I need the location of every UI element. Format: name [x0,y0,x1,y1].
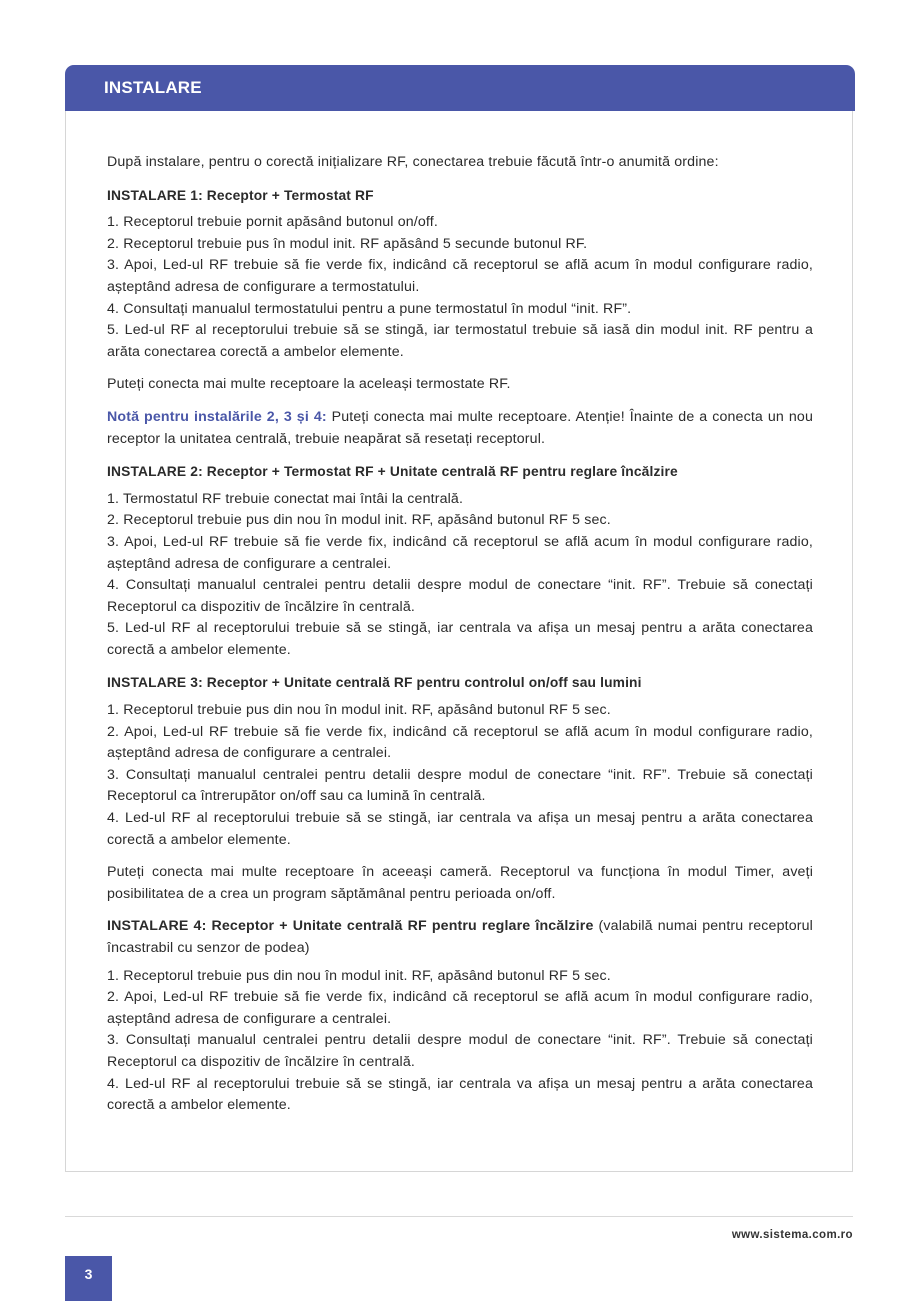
section-header [65,65,855,111]
install-4-step: 4. Led-ul RF al receptorului trebuie să se stingă, iar centrala va afișa un mesaj pentru a arăta conectarea corectă a ambelor elemente. [107,1075,813,1114]
install-1-step: 4. Consultați manualul termostatului pentru a pune termostatul în modul “init. RF”. [107,300,632,317]
install-3-step: 2. Apoi, Led-ul RF trebuie să fie verde fix, indicând că receptorul se află acum în modul configurare radio, așteptând adresa de configurare a centralei. [107,723,813,762]
install-4-step: 1. Receptorul trebuie pus din nou în modul init. RF, apăsând butonul RF 5 sec. [107,967,611,984]
same-room-note: Puteți conecta mai multe receptoare în aceeași cameră. Receptorul va funcționa în modul Timer, aveți posibilitatea de a crea un program săptămânal pentru perioada on/off. [107,864,813,902]
install-1-step: 2. Receptorul trebuie pus în modul init. RF apăsând 5 secunde butonul RF. [107,235,588,252]
multi-receiver-note: Puteți conecta mai multe receptoare la aceleași termostate RF. [107,376,511,393]
footer-website-link[interactable]: www.sistema.com.ro [731,1229,853,1241]
install-2-heading: INSTALARE 2: Receptor + Termostat RF + Unitate centrală RF pentru reglare încălzire [107,464,678,480]
install-3-step: 4. Led-ul RF al receptorului trebuie să se stingă, iar centrala va afișa un mesaj pentru a arăta conectarea corectă a ambelor elemente. [107,810,813,848]
install-1-step: 1. Receptorul trebuie pornit apăsând butonul on/off. [107,214,438,231]
install-4-step: 2. Apoi, Led-ul RF trebuie să fie verde fix, indicând că receptorul se află acum în modul configurare radio, așteptând adresa de configurare a centralei. [107,989,813,1027]
install-1-heading: INSTALARE 1: Receptor + Termostat RF [107,187,374,203]
note-label: Notă pentru instalările 2, 3 și 4: [107,408,327,425]
install-3-step: 1. Receptorul trebuie pus din nou în modul init. RF, apăsând butonul RF 5 sec. [107,702,611,719]
install-1-step: 3. Apoi, Led-ul RF trebuie să fie verde fix, indicând că receptorul se află acum în modul configurare radio, așteptând adresa de configurare a termostatului. [107,257,813,295]
install-1-step: 5. Led-ul RF al receptorului trebuie să se stingă, iar termostatul trebuie să iasă din modul init. RF pentru a arăta conectarea corectă a ambelor elemente. [107,322,813,360]
install-3-heading: INSTALARE 3: Receptor + Unitate centrală RF pentru controlul on/off sau lumini [107,675,642,691]
footer-divider [65,1216,853,1217]
installation-note [107,407,813,450]
install-4-heading-line [107,916,813,959]
note-text: Puteți conecta mai multe receptoare. Atenție! Înainte de a conecta un nou receptor la unitatea centrală, trebuie neapărat să resetați receptorul. [107,408,813,447]
install-4-heading-note: (valabilă numai pentru receptorul încastrabil cu senzor de podea) [107,918,813,956]
page-number: 3 [65,1256,112,1301]
install-4-heading: INSTALARE 4: Receptor + Unitate centrală RF pentru reglare încălzire [107,918,594,935]
install-2-step: 4. Consultați manualul centralei pentru detalii despre modul de conectare “init. RF”. Trebuie să conectați Receptorul ca dispozitiv de încălzire în centrală. [107,577,813,615]
install-2-step: 3. Apoi, Led-ul RF trebuie să fie verde fix, indicând că receptorul se află acum în modul configurare radio, așteptând adresa de configurare a centralei. [107,533,813,572]
install-2-step: 2. Receptorul trebuie pus din nou în modul init. RF, apăsând butonul RF 5 sec. [107,512,611,529]
install-2-step: 1. Termostatul RF trebuie conectat mai întâi la centrală. [107,490,464,507]
install-3-step: 3. Consultați manualul centralei pentru detalii despre modul de conectare “init. RF”. Trebuie să conectați Receptorul ca întrerupător on/off sau ca lumină în centrală. [107,766,813,805]
section-title: INSTALARE [104,78,202,97]
document-body [107,152,813,1117]
intro-paragraph: După instalare, pentru o corectă inițializare RF, conectarea trebuie făcută într-o anumită ordine: [107,154,719,170]
install-4-step: 3. Consultați manualul centralei pentru detalii despre modul de conectare “init. RF”. Trebuie să conectați Receptorul ca dispozitiv de încălzire în centrală. [107,1032,813,1070]
install-2-step: 5. Led-ul RF al receptorului trebuie să se stingă, iar centrala va afișa un mesaj pentru a arăta conectarea corectă a ambelor elemente. [107,620,813,658]
